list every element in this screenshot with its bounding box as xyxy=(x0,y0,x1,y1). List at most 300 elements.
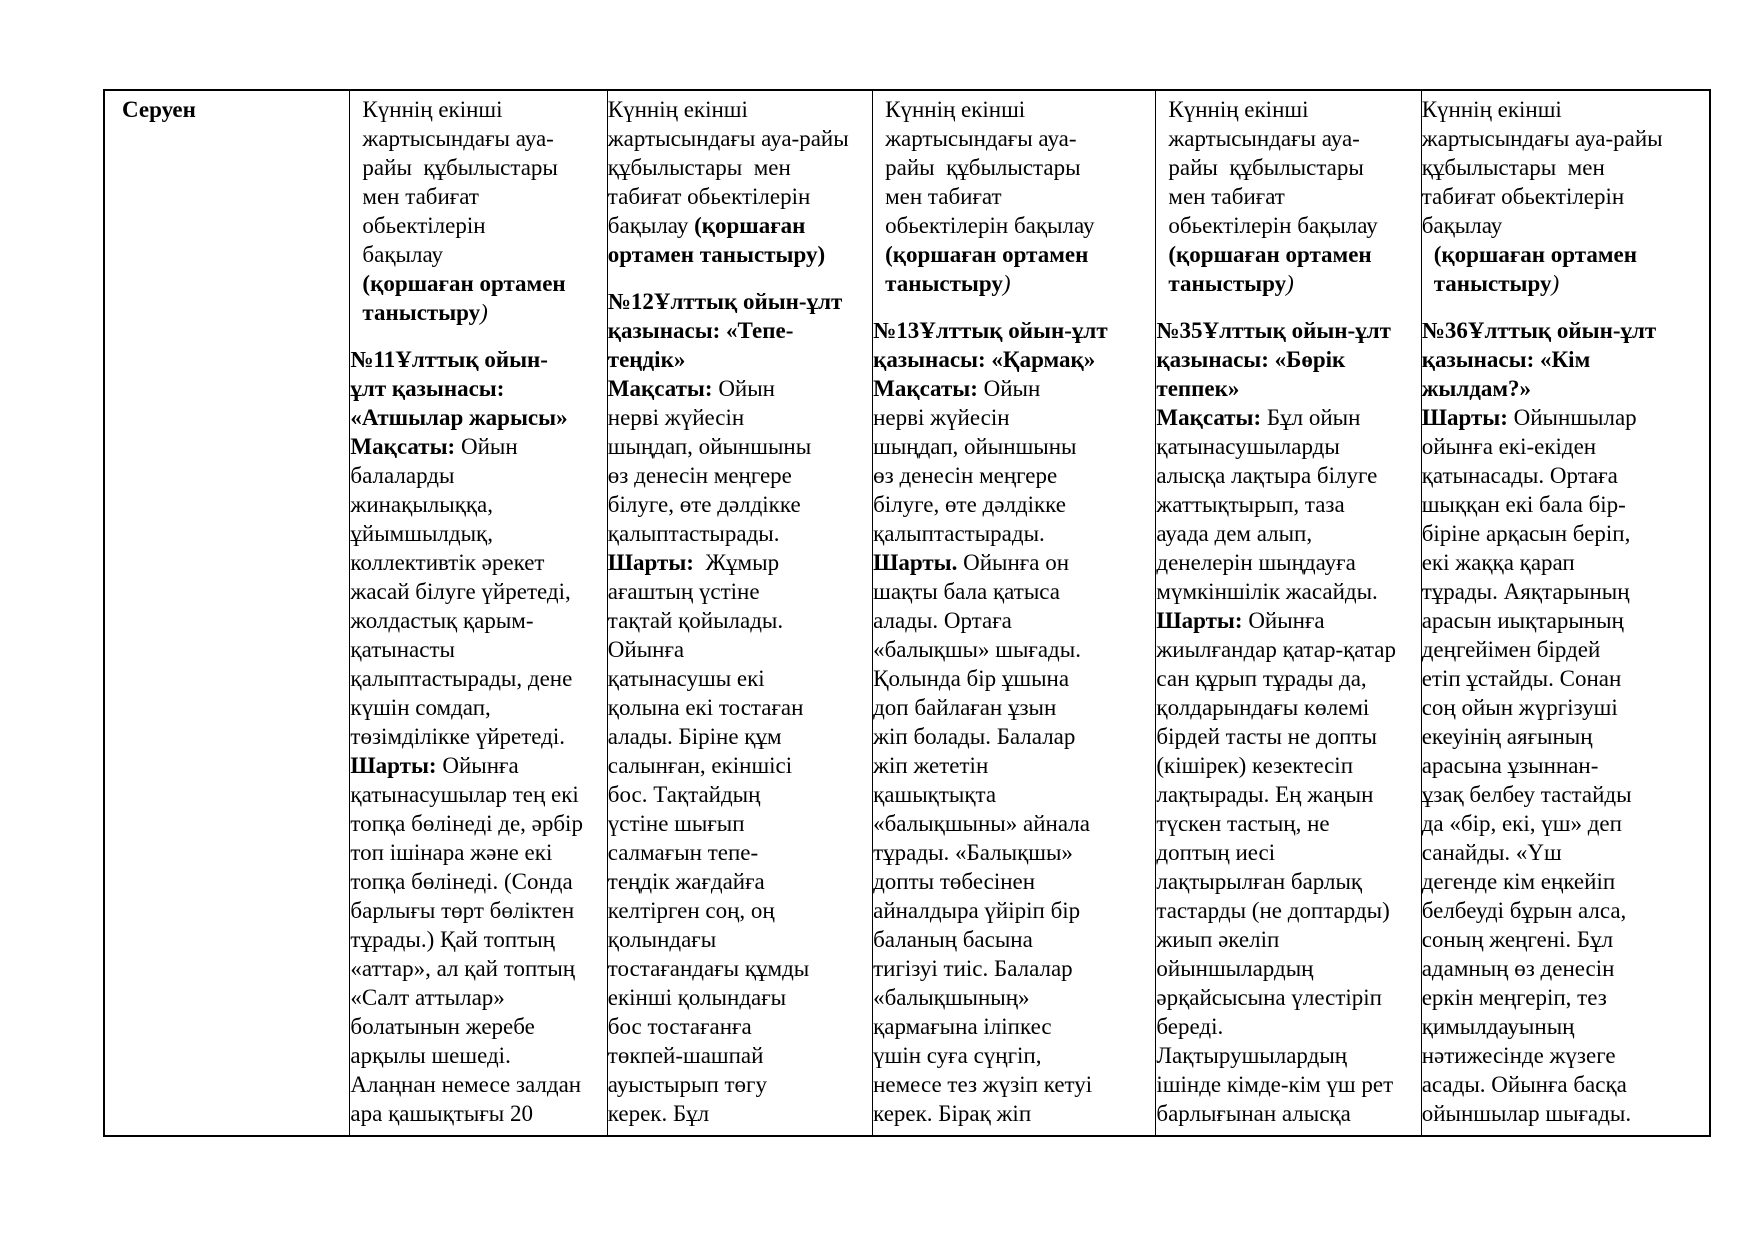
text-line xyxy=(350,635,606,664)
text: бақылау xyxy=(362,242,443,267)
text-line xyxy=(350,403,606,432)
text: барлығынан алысқа xyxy=(1156,1101,1351,1126)
text-line xyxy=(350,95,606,124)
text-line xyxy=(1422,240,1709,269)
text-line xyxy=(350,1070,606,1099)
text: ара қашықтығы 20 xyxy=(350,1101,533,1126)
text: (кішірек) кезектесіп xyxy=(1156,753,1354,778)
text-line xyxy=(873,838,1155,867)
text-line xyxy=(350,722,606,751)
text: алады. Ортаға xyxy=(873,608,1012,633)
text-line xyxy=(1422,664,1709,693)
text: төкпей-шашпай xyxy=(607,1043,764,1068)
text: обьектілерін бақылау xyxy=(885,213,1095,238)
text: топқа бөлінеді. (Сонда xyxy=(350,869,573,894)
bold-text: №13Ұлттық ойын-ұлт xyxy=(873,318,1108,343)
text-line xyxy=(350,838,606,867)
text-line xyxy=(1422,461,1709,490)
text-line xyxy=(608,635,872,664)
text: жасай білуге үйретеді, xyxy=(350,579,571,604)
text: адамның өз денесін xyxy=(1421,956,1615,981)
text-line xyxy=(608,211,872,240)
text-line xyxy=(1422,606,1709,635)
text-line xyxy=(1422,95,1709,124)
text: шыңдап, ойыншыны xyxy=(873,434,1077,459)
text: жартысындағы ауа-райы xyxy=(607,126,849,151)
text-line xyxy=(873,1041,1155,1070)
text: обьектілерін бақылау xyxy=(1168,213,1378,238)
text-line xyxy=(1156,95,1420,124)
text: Жұмыр xyxy=(693,550,780,575)
text-line xyxy=(1156,316,1420,345)
text: топқа бөлінеді де, әрбір xyxy=(350,811,583,836)
text-line xyxy=(1422,635,1709,664)
text-line xyxy=(608,838,872,867)
text-line xyxy=(608,693,872,722)
text-line xyxy=(608,983,872,1012)
text: шыңдап, ойыншыны xyxy=(607,434,812,459)
text-line xyxy=(1156,1012,1420,1041)
section-label: Серуен xyxy=(122,97,196,122)
text: деңгейімен бірдей xyxy=(1421,637,1601,662)
text: мен табиғат xyxy=(1168,184,1285,209)
text: жіп жететін xyxy=(873,753,989,778)
text: қалыптастырады. xyxy=(607,521,780,546)
text-line xyxy=(350,153,606,182)
bold-text: қазынасы: «Қармақ» xyxy=(873,347,1096,372)
text: бос тостағанға xyxy=(607,1014,752,1039)
text-line xyxy=(873,374,1155,403)
text: екі жаққа қарап xyxy=(1421,550,1575,575)
text-line xyxy=(873,664,1155,693)
text: ойыншылар шығады. xyxy=(1421,1101,1632,1126)
text: жартысындағы ауа- xyxy=(362,126,554,151)
text-line xyxy=(608,403,872,432)
section-label-cell xyxy=(105,91,349,1135)
text-line xyxy=(1422,519,1709,548)
paragraph-gap xyxy=(1422,298,1709,316)
text-line xyxy=(1156,124,1420,153)
text-line xyxy=(608,1041,872,1070)
text: айналдыра үйіріп бір xyxy=(873,898,1081,923)
text-line xyxy=(873,269,1155,298)
text: құбылыстары мен xyxy=(607,155,791,180)
text-line xyxy=(350,345,606,374)
text: шыққан екі бала бір- xyxy=(1421,492,1626,517)
text-line xyxy=(608,287,872,316)
text: береді. xyxy=(1156,1014,1224,1039)
bold-text: Мақсаты: xyxy=(350,434,456,459)
text-line xyxy=(1422,403,1709,432)
text-line xyxy=(608,577,872,606)
bold-text: Шарты: xyxy=(1421,405,1508,430)
text: доптың иесі xyxy=(1156,840,1276,865)
text-line xyxy=(350,780,606,809)
text: құбылыстары мен xyxy=(1421,155,1605,180)
text-line xyxy=(1156,925,1420,954)
text: арасын иықтарының xyxy=(1421,608,1624,633)
bold-text: теңдік» xyxy=(607,347,686,372)
text-line xyxy=(608,1099,872,1128)
text-line xyxy=(608,240,872,269)
text: ) xyxy=(1002,271,1011,296)
bold-text: (қоршаған ортамен xyxy=(885,242,1089,267)
text: екеуінің аяғының xyxy=(1421,724,1593,749)
text-line xyxy=(1156,490,1420,519)
text-line xyxy=(1156,780,1420,809)
text: асады. Ойынға басқа xyxy=(1421,1072,1627,1097)
text: денелерін шыңдауға xyxy=(1156,550,1356,575)
text: райы құбылыстары xyxy=(362,155,558,180)
text-line xyxy=(1156,722,1420,751)
bold-text: №12Ұлттық ойын-ұлт xyxy=(607,289,843,314)
day-column-1 xyxy=(349,91,606,1135)
text: төзімділікке үйретеді. xyxy=(350,724,566,749)
bold-text: таныстыру xyxy=(1433,271,1552,296)
bold-text: Мақсаты: xyxy=(607,376,713,401)
text: бақылау xyxy=(607,213,695,238)
text-line xyxy=(1156,954,1420,983)
text-line xyxy=(1422,954,1709,983)
text-line xyxy=(1422,211,1709,240)
text: ұзақ белбеу тастайды xyxy=(1421,782,1632,807)
text: тұрады.) Қай топтың xyxy=(350,927,555,952)
text-line xyxy=(608,519,872,548)
text: «балықшы» шығады. xyxy=(873,637,1081,662)
text-line xyxy=(350,548,606,577)
text-line xyxy=(873,925,1155,954)
text: жаттықтырып, таза xyxy=(1156,492,1345,517)
text-line xyxy=(1422,751,1709,780)
text: қолына екі тостаған xyxy=(607,695,804,720)
text-line xyxy=(873,635,1155,664)
text-line xyxy=(350,954,606,983)
text-line xyxy=(1422,490,1709,519)
text: Алаңнан немесе залдан xyxy=(350,1072,582,1097)
text-line xyxy=(873,461,1155,490)
text-line xyxy=(350,432,606,461)
text: табиғат обьектілерін xyxy=(607,184,811,209)
text-line xyxy=(1156,635,1420,664)
text-line xyxy=(1422,153,1709,182)
text-line xyxy=(1156,664,1420,693)
text-line xyxy=(608,867,872,896)
text: ағаштың үстіне xyxy=(607,579,760,604)
text-line xyxy=(1156,867,1420,896)
bold-text: Шарты: xyxy=(1156,608,1243,633)
text: керек. Бірақ жіп xyxy=(873,1101,1032,1126)
bold-text: Мақсаты: xyxy=(1156,405,1262,430)
text-line xyxy=(1422,548,1709,577)
text-line xyxy=(873,983,1155,1012)
text-line xyxy=(608,548,872,577)
text: ішінде кімде-кім үш рет xyxy=(1156,1072,1394,1097)
text-line xyxy=(873,1012,1155,1041)
text-line xyxy=(873,316,1155,345)
bold-text: ортамен таныстыру) xyxy=(607,242,826,267)
text: қатынасады. Ортаға xyxy=(1421,463,1618,488)
text-line xyxy=(350,925,606,954)
paragraph-gap xyxy=(1156,298,1420,316)
text: өз денесін меңгере xyxy=(607,463,792,488)
text: білуге, өте дәлдікке xyxy=(607,492,801,517)
text: жинақылыққа, xyxy=(350,492,494,517)
text-line xyxy=(1156,269,1420,298)
text: қатынасушылар тең екі xyxy=(350,782,579,807)
text: лақтырылған барлық xyxy=(1156,869,1363,894)
text: «балықшының» xyxy=(873,985,1030,1010)
text-line xyxy=(608,95,872,124)
text-line xyxy=(608,490,872,519)
text-line xyxy=(1156,896,1420,925)
text-line xyxy=(873,548,1155,577)
text-line xyxy=(1156,838,1420,867)
text-line xyxy=(1422,269,1709,298)
text-line xyxy=(350,490,606,519)
text: ауыстырып төгу xyxy=(607,1072,767,1097)
text-line xyxy=(608,432,872,461)
text-line xyxy=(350,983,606,1012)
text-line xyxy=(350,298,606,327)
text: жіп болады. Балалар xyxy=(873,724,1076,749)
text: Күннің екінші xyxy=(362,97,503,122)
text-line xyxy=(608,374,872,403)
text: қатынасушы екі xyxy=(607,666,765,691)
bold-text: (қоршаған xyxy=(694,213,806,238)
text-line xyxy=(1422,896,1709,925)
text: өз денесін меңгере xyxy=(873,463,1058,488)
text: шақты бала қатыса xyxy=(873,579,1060,604)
bold-text: ұлт қазынасы: xyxy=(350,376,505,401)
text: Ойынға xyxy=(436,753,519,778)
text-line xyxy=(1156,519,1420,548)
text-line xyxy=(1422,867,1709,896)
text: Күннің екінші xyxy=(1421,97,1562,122)
bold-text: Шарты: xyxy=(350,753,437,778)
text-line xyxy=(1422,577,1709,606)
bold-text: Мақсаты: xyxy=(873,376,978,401)
text: қолдарындағы көлемі xyxy=(1156,695,1370,720)
text-line xyxy=(1422,1041,1709,1070)
text-line xyxy=(873,490,1155,519)
text: нәтижесінде жүзеге xyxy=(1421,1043,1616,1068)
text-line xyxy=(1422,1099,1709,1128)
text: теңдік жағдайға xyxy=(607,869,765,894)
text-line xyxy=(1156,403,1420,432)
text-line xyxy=(1422,693,1709,722)
text: мүмкіншілік жасайды. xyxy=(1156,579,1378,604)
bold-text: (қоршаған ортамен xyxy=(1433,242,1637,267)
text-line xyxy=(1156,240,1420,269)
text-line xyxy=(873,809,1155,838)
text-line xyxy=(1156,1041,1420,1070)
text: жартысындағы ауа-райы xyxy=(1421,126,1663,151)
text: болатынын жеребе xyxy=(350,1014,535,1039)
text: қимылдауының xyxy=(1421,1014,1575,1039)
text-line xyxy=(608,809,872,838)
text: ) xyxy=(480,300,488,325)
bold-text: Шарты. xyxy=(873,550,958,575)
bold-text: қазынасы: «Тепе- xyxy=(607,318,794,343)
text-line xyxy=(873,577,1155,606)
text-line xyxy=(873,95,1155,124)
text-line xyxy=(873,124,1155,153)
text: салынған, екіншісі xyxy=(607,753,793,778)
text: бос. Тақтайдың xyxy=(607,782,761,807)
text-line xyxy=(1156,809,1420,838)
text: тұрады. «Балықшы» xyxy=(873,840,1073,865)
text-line xyxy=(873,1099,1155,1128)
text: келтірген соң, оң xyxy=(607,898,775,923)
text: алысқа лақтыра білуге xyxy=(1156,463,1378,488)
day-column-5 xyxy=(1421,91,1709,1135)
text-line xyxy=(873,345,1155,374)
text: «балықшыны» айнала xyxy=(873,811,1090,836)
text: күшін сомдап, xyxy=(350,695,491,720)
text-line xyxy=(1422,345,1709,374)
text-line xyxy=(873,182,1155,211)
text-line xyxy=(873,896,1155,925)
text: Бұл ойын xyxy=(1261,405,1361,430)
text: қатынасушыларды xyxy=(1156,434,1340,459)
text-line xyxy=(1422,316,1709,345)
text: Ойынға xyxy=(1242,608,1325,633)
text: екінші қолындағы xyxy=(607,985,787,1010)
text-line xyxy=(873,954,1155,983)
text: тұрады. Аяқтарының xyxy=(1421,579,1630,604)
text: жолдастық қарым- xyxy=(350,608,534,633)
text-line xyxy=(1156,577,1420,606)
text-line xyxy=(1156,751,1420,780)
bold-text: теппек» xyxy=(1156,376,1240,401)
text-line xyxy=(608,316,872,345)
day-column-4 xyxy=(1155,91,1420,1135)
text: доп байлаған ұзын xyxy=(873,695,1057,720)
text: табиғат обьектілерін xyxy=(1421,184,1625,209)
text: балаларды xyxy=(350,463,455,488)
paragraph-gap xyxy=(350,327,606,345)
text-line xyxy=(608,954,872,983)
text: Ойын xyxy=(712,376,775,401)
text-line xyxy=(608,664,872,693)
text: барлығы төрт бөліктен xyxy=(350,898,575,923)
text-line xyxy=(1156,983,1420,1012)
text: баланың басына xyxy=(873,927,1033,952)
text: білуге, өте дәлдікке xyxy=(873,492,1066,517)
text-line xyxy=(873,722,1155,751)
text-line xyxy=(350,1012,606,1041)
text: мен табиғат xyxy=(885,184,1002,209)
text: нерві жүйесін xyxy=(607,405,745,430)
text-line xyxy=(1422,1070,1709,1099)
text-line xyxy=(350,751,606,780)
text-line xyxy=(608,153,872,182)
bold-text: №36Ұлттық ойын-ұлт xyxy=(1421,318,1657,343)
text: «Салт аттылар» xyxy=(350,985,505,1010)
text-line xyxy=(608,925,872,954)
text-line xyxy=(1156,548,1420,577)
text: райы құбылыстары xyxy=(1168,155,1364,180)
text-line xyxy=(608,780,872,809)
text: үстіне шығып xyxy=(607,811,745,836)
text-line xyxy=(1156,345,1420,374)
text-line xyxy=(1156,461,1420,490)
text: үшін суға сүңгіп, xyxy=(873,1043,1042,1068)
text-line xyxy=(1422,182,1709,211)
text-line xyxy=(873,606,1155,635)
text: керек. Бұл xyxy=(607,1101,710,1126)
text: ұйымшылдық, xyxy=(350,521,493,546)
text-line xyxy=(1422,1012,1709,1041)
text-line xyxy=(873,403,1155,432)
text: бақылау xyxy=(1421,213,1503,238)
text-line xyxy=(873,1070,1155,1099)
bold-text: Шарты: xyxy=(607,550,694,575)
text: ауада дем алып, xyxy=(1156,521,1313,546)
text: түскен тастың, не xyxy=(1156,811,1330,836)
paragraph-gap xyxy=(608,269,872,287)
text: да «бір, екі, үш» деп xyxy=(1421,811,1622,836)
text-line xyxy=(608,896,872,925)
text: етіп ұстайды. Сонан xyxy=(1421,666,1622,691)
text: қалыптастырады, дене xyxy=(350,666,573,691)
text: қолындағы xyxy=(607,927,717,952)
text: коллективтік әрекет xyxy=(350,550,545,575)
text-line xyxy=(608,751,872,780)
plan-table xyxy=(103,89,1711,1137)
text: жартысындағы ауа- xyxy=(1168,126,1360,151)
text-line xyxy=(1156,1070,1420,1099)
text-line xyxy=(350,809,606,838)
bold-text: қазынасы: «Кім xyxy=(1421,347,1591,372)
text-line xyxy=(1422,432,1709,461)
text-line xyxy=(350,896,606,925)
text: Күннің екінші xyxy=(885,97,1026,122)
text-line xyxy=(608,1070,872,1099)
text-line xyxy=(1156,211,1420,240)
text-line xyxy=(1156,606,1420,635)
text: Лақтырушылардың xyxy=(1156,1043,1348,1068)
text-line xyxy=(873,751,1155,780)
text: қармағына іліпкес xyxy=(873,1014,1052,1039)
text: ойынға екі-екіден xyxy=(1421,434,1597,459)
text-line xyxy=(350,182,606,211)
text-line xyxy=(1422,809,1709,838)
day-column-2 xyxy=(607,91,872,1135)
text-line xyxy=(608,1012,872,1041)
bold-text: таныстыру xyxy=(362,300,481,325)
text: Ойынға xyxy=(607,637,685,662)
text-line xyxy=(350,211,606,240)
text-line xyxy=(608,182,872,211)
text: ойыншылардың xyxy=(1156,956,1314,981)
text: топ ішінара және екі xyxy=(350,840,553,865)
text-line xyxy=(350,1041,606,1070)
text: жартысындағы ауа- xyxy=(885,126,1077,151)
text: немесе тез жүзіп кетуі xyxy=(873,1072,1093,1097)
text-line xyxy=(873,432,1155,461)
text-line xyxy=(1422,838,1709,867)
text: қатынасты xyxy=(350,637,455,662)
text: нерві жүйесін xyxy=(873,405,1010,430)
text: Қолында бір ұшына xyxy=(873,666,1070,691)
bold-text: «Атшылар жарысы» xyxy=(350,405,568,430)
text: қашықтықта xyxy=(873,782,997,807)
text: дегенде кім еңкейіп xyxy=(1421,869,1616,894)
text: тостағандағы құмды xyxy=(607,956,810,981)
text: салмағын тепе- xyxy=(607,840,759,865)
text-line xyxy=(1156,182,1420,211)
